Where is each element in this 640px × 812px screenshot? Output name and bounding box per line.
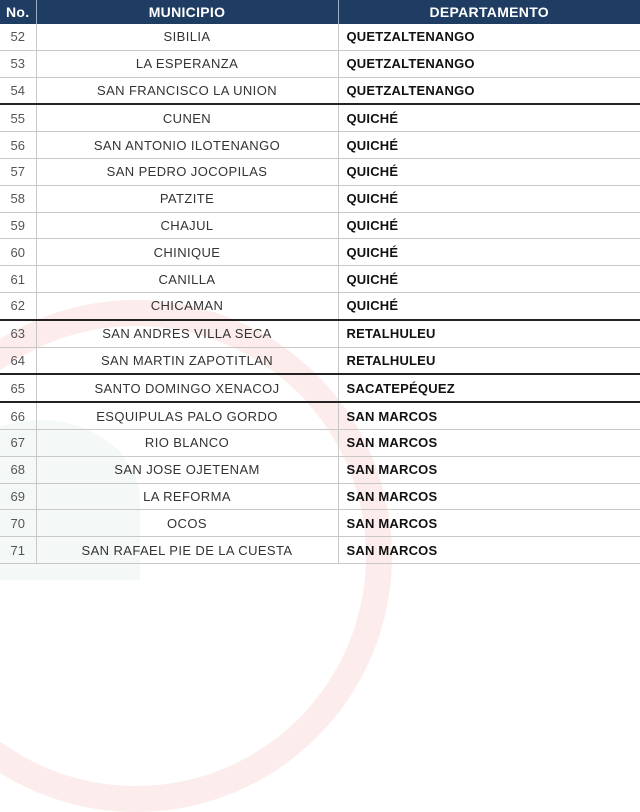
cell-no: 67 [0, 429, 36, 456]
cell-municipio: SAN FRANCISCO LA UNION [36, 77, 338, 104]
cell-municipio: LA REFORMA [36, 483, 338, 510]
cell-departamento: QUICHÉ [338, 185, 640, 212]
cell-municipio: CHINIQUE [36, 239, 338, 266]
cell-no: 52 [0, 24, 36, 50]
cell-departamento: QUETZALTENANGO [338, 77, 640, 104]
table-row [0, 320, 640, 347]
cell-departamento: QUICHÉ [338, 212, 640, 239]
table-row [0, 402, 640, 429]
cell-departamento: SAN MARCOS [338, 456, 640, 483]
header-no: No. [0, 0, 36, 24]
table-row [0, 347, 640, 374]
cell-no: 68 [0, 456, 36, 483]
cell-municipio: SAN ANTONIO ILOTENANGO [36, 132, 338, 159]
cell-departamento: RETALHULEU [338, 347, 640, 374]
cell-municipio: CHAJUL [36, 212, 338, 239]
cell-municipio: LA ESPERANZA [36, 50, 338, 77]
table-row [0, 132, 640, 159]
table-row [0, 456, 640, 483]
cell-municipio: RIO BLANCO [36, 429, 338, 456]
table-row [0, 483, 640, 510]
table-body [0, 24, 640, 563]
cell-municipio: SAN PEDRO JOCOPILAS [36, 158, 338, 185]
table-row [0, 24, 640, 50]
table-row [0, 212, 640, 239]
cell-departamento: SACATEPÉQUEZ [338, 374, 640, 402]
cell-departamento: SAN MARCOS [338, 402, 640, 429]
cell-departamento: RETALHULEU [338, 320, 640, 347]
table-header [0, 0, 640, 24]
cell-departamento: QUICHÉ [338, 104, 640, 131]
cell-departamento: QUICHÉ [338, 266, 640, 293]
cell-no: 53 [0, 50, 36, 77]
cell-municipio: ESQUIPULAS PALO GORDO [36, 402, 338, 429]
cell-no: 58 [0, 185, 36, 212]
cell-no: 54 [0, 77, 36, 104]
cell-municipio: PATZITE [36, 185, 338, 212]
cell-departamento: SAN MARCOS [338, 483, 640, 510]
table-row [0, 374, 640, 402]
header-departamento: DEPARTAMENTO [338, 0, 640, 24]
cell-municipio: SIBILIA [36, 24, 338, 50]
cell-municipio: SAN JOSE OJETENAM [36, 456, 338, 483]
cell-no: 70 [0, 510, 36, 537]
cell-municipio: CANILLA [36, 266, 338, 293]
cell-no: 61 [0, 266, 36, 293]
cell-departamento: QUETZALTENANGO [338, 24, 640, 50]
cell-no: 56 [0, 132, 36, 159]
cell-departamento: SAN MARCOS [338, 537, 640, 564]
table-row [0, 77, 640, 104]
cell-no: 65 [0, 374, 36, 402]
table-row [0, 104, 640, 131]
cell-no: 71 [0, 537, 36, 564]
cell-municipio: SAN MARTIN ZAPOTITLAN [36, 347, 338, 374]
cell-no: 69 [0, 483, 36, 510]
cell-municipio: OCOS [36, 510, 338, 537]
cell-departamento: QUICHÉ [338, 158, 640, 185]
cell-no: 64 [0, 347, 36, 374]
cell-municipio: CHICAMAN [36, 292, 338, 319]
table-row [0, 537, 640, 564]
cell-no: 62 [0, 292, 36, 319]
cell-municipio: SAN ANDRES VILLA SECA [36, 320, 338, 347]
cell-municipio: SANTO DOMINGO XENACOJ [36, 374, 338, 402]
cell-departamento: QUICHÉ [338, 132, 640, 159]
table-row [0, 429, 640, 456]
cell-municipio: CUNEN [36, 104, 338, 131]
header-municipio: MUNICIPIO [36, 0, 338, 24]
cell-departamento: QUETZALTENANGO [338, 50, 640, 77]
table-row [0, 50, 640, 77]
cell-departamento: SAN MARCOS [338, 510, 640, 537]
table-row [0, 158, 640, 185]
table-row [0, 239, 640, 266]
cell-no: 60 [0, 239, 36, 266]
cell-no: 57 [0, 158, 36, 185]
cell-no: 63 [0, 320, 36, 347]
cell-no: 66 [0, 402, 36, 429]
cell-departamento: SAN MARCOS [338, 429, 640, 456]
cell-departamento: QUICHÉ [338, 239, 640, 266]
table-row [0, 185, 640, 212]
table-row [0, 510, 640, 537]
table-row [0, 266, 640, 293]
cell-no: 59 [0, 212, 36, 239]
table-row [0, 292, 640, 319]
cell-departamento: QUICHÉ [338, 292, 640, 319]
cell-no: 55 [0, 104, 36, 131]
header-row [0, 0, 640, 24]
cell-municipio: SAN RAFAEL PIE DE LA CUESTA [36, 537, 338, 564]
